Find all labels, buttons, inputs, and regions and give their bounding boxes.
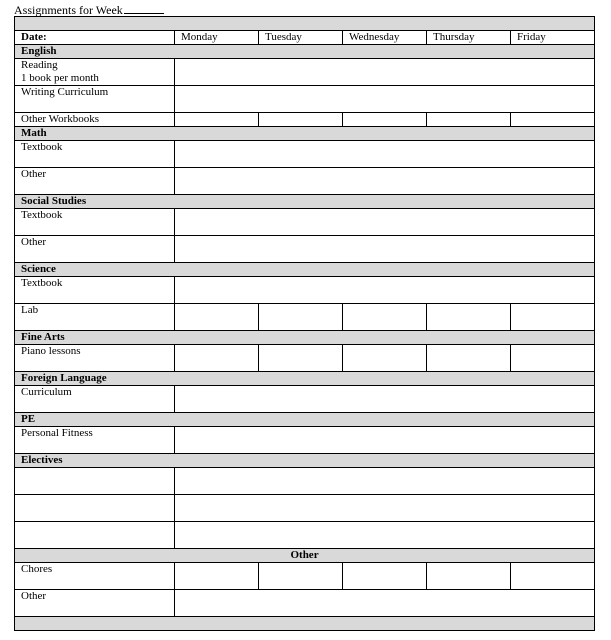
day-cell[interactable]	[427, 563, 511, 590]
row-reading	[15, 59, 595, 86]
row-writing	[15, 86, 595, 113]
row-elective	[15, 468, 595, 495]
row-fitness	[15, 427, 595, 454]
section-header-math	[15, 127, 595, 141]
day-cell[interactable]	[427, 113, 511, 127]
day-cell[interactable]	[259, 113, 343, 127]
assignment-cell[interactable]	[175, 495, 595, 522]
day-cell[interactable]	[343, 345, 427, 372]
day-cell[interactable]	[343, 304, 427, 331]
row-label-chores: Chores	[15, 563, 175, 590]
section-heading: English	[15, 45, 595, 59]
row-science-lab	[15, 304, 595, 331]
section-header-other	[15, 549, 595, 563]
elective-name-cell[interactable]	[15, 468, 175, 495]
row-label-math-textbook: Textbook	[15, 141, 175, 168]
assignment-cell[interactable]	[175, 209, 595, 236]
assignment-cell[interactable]	[175, 277, 595, 304]
day-cell[interactable]	[511, 113, 595, 127]
elective-name-cell[interactable]	[15, 522, 175, 549]
day-cell[interactable]	[343, 563, 427, 590]
assignment-cell[interactable]	[175, 590, 595, 617]
assignment-cell[interactable]	[175, 236, 595, 263]
day-cell[interactable]	[427, 345, 511, 372]
day-thursday: Thursday	[427, 31, 511, 45]
section-heading: Science	[15, 263, 595, 277]
section-header-foreign-language	[15, 372, 595, 386]
section-header-fine-arts	[15, 331, 595, 345]
row-elective	[15, 495, 595, 522]
day-cell[interactable]	[175, 113, 259, 127]
day-tuesday: Tuesday	[259, 31, 343, 45]
assignment-cell[interactable]	[175, 59, 595, 86]
row-fl-curriculum	[15, 386, 595, 413]
bottom-band-row	[15, 617, 595, 631]
day-cell[interactable]	[511, 304, 595, 331]
row-math-other	[15, 168, 595, 195]
section-heading: Fine Arts	[15, 331, 595, 345]
section-heading: Electives	[15, 454, 595, 468]
row-note-reading: 1 book per month	[21, 72, 99, 84]
section-heading: Social Studies	[15, 195, 595, 209]
row-ss-textbook	[15, 209, 595, 236]
row-label-writing: Writing Curriculum	[15, 86, 175, 113]
row-label-ss-textbook: Textbook	[15, 209, 175, 236]
row-piano	[15, 345, 595, 372]
week-blank-line[interactable]	[124, 2, 164, 14]
day-cell[interactable]	[427, 304, 511, 331]
day-cell[interactable]	[511, 345, 595, 372]
section-header-science	[15, 263, 595, 277]
row-label-other-other: Other	[15, 590, 175, 617]
section-heading: PE	[15, 413, 595, 427]
top-band-cell	[15, 17, 595, 31]
day-cell[interactable]	[259, 304, 343, 331]
day-friday: Friday	[511, 31, 595, 45]
row-math-textbook	[15, 141, 595, 168]
top-band-row	[15, 17, 595, 31]
header-row	[15, 31, 595, 45]
assignment-cell[interactable]	[175, 386, 595, 413]
bottom-band-cell	[15, 617, 595, 631]
row-ss-other	[15, 236, 595, 263]
assignment-cell[interactable]	[175, 427, 595, 454]
day-monday: Monday	[175, 31, 259, 45]
row-label-fitness: Personal Fitness	[15, 427, 175, 454]
row-other-other	[15, 590, 595, 617]
row-other-workbooks	[15, 113, 595, 127]
section-heading: Other	[15, 549, 595, 563]
section-header-electives	[15, 454, 595, 468]
assignment-cell[interactable]	[175, 141, 595, 168]
day-cell[interactable]	[259, 345, 343, 372]
assignment-cell[interactable]	[175, 86, 595, 113]
row-elective	[15, 522, 595, 549]
day-cell[interactable]	[175, 345, 259, 372]
row-label-science-lab: Lab	[15, 304, 175, 331]
day-cell[interactable]	[175, 563, 259, 590]
row-label	[15, 59, 175, 86]
row-science-textbook	[15, 277, 595, 304]
section-heading: Math	[15, 127, 595, 141]
assignment-cell[interactable]	[175, 522, 595, 549]
day-cell[interactable]	[511, 563, 595, 590]
day-cell[interactable]	[175, 304, 259, 331]
assignment-grid	[14, 16, 595, 631]
section-header-pe	[15, 413, 595, 427]
day-cell[interactable]	[259, 563, 343, 590]
row-label-math-other: Other	[15, 168, 175, 195]
day-wednesday: Wednesday	[343, 31, 427, 45]
assignment-cell[interactable]	[175, 468, 595, 495]
row-label-fl-curriculum: Curriculum	[15, 386, 175, 413]
day-cell[interactable]	[343, 113, 427, 127]
row-label-reading: Reading	[21, 59, 58, 71]
elective-name-cell[interactable]	[15, 495, 175, 522]
row-label-piano: Piano lessons	[15, 345, 175, 372]
section-header-social-studies	[15, 195, 595, 209]
row-label-science-textbook: Textbook	[15, 277, 175, 304]
section-header-english	[15, 45, 595, 59]
assignment-cell[interactable]	[175, 168, 595, 195]
row-label-other-workbooks: Other Workbooks	[15, 113, 175, 127]
row-label-ss-other: Other	[15, 236, 175, 263]
title-text: Assignments for Week	[14, 3, 123, 17]
section-heading: Foreign Language	[15, 372, 595, 386]
date-label: Date:	[15, 31, 175, 45]
row-chores	[15, 563, 595, 590]
